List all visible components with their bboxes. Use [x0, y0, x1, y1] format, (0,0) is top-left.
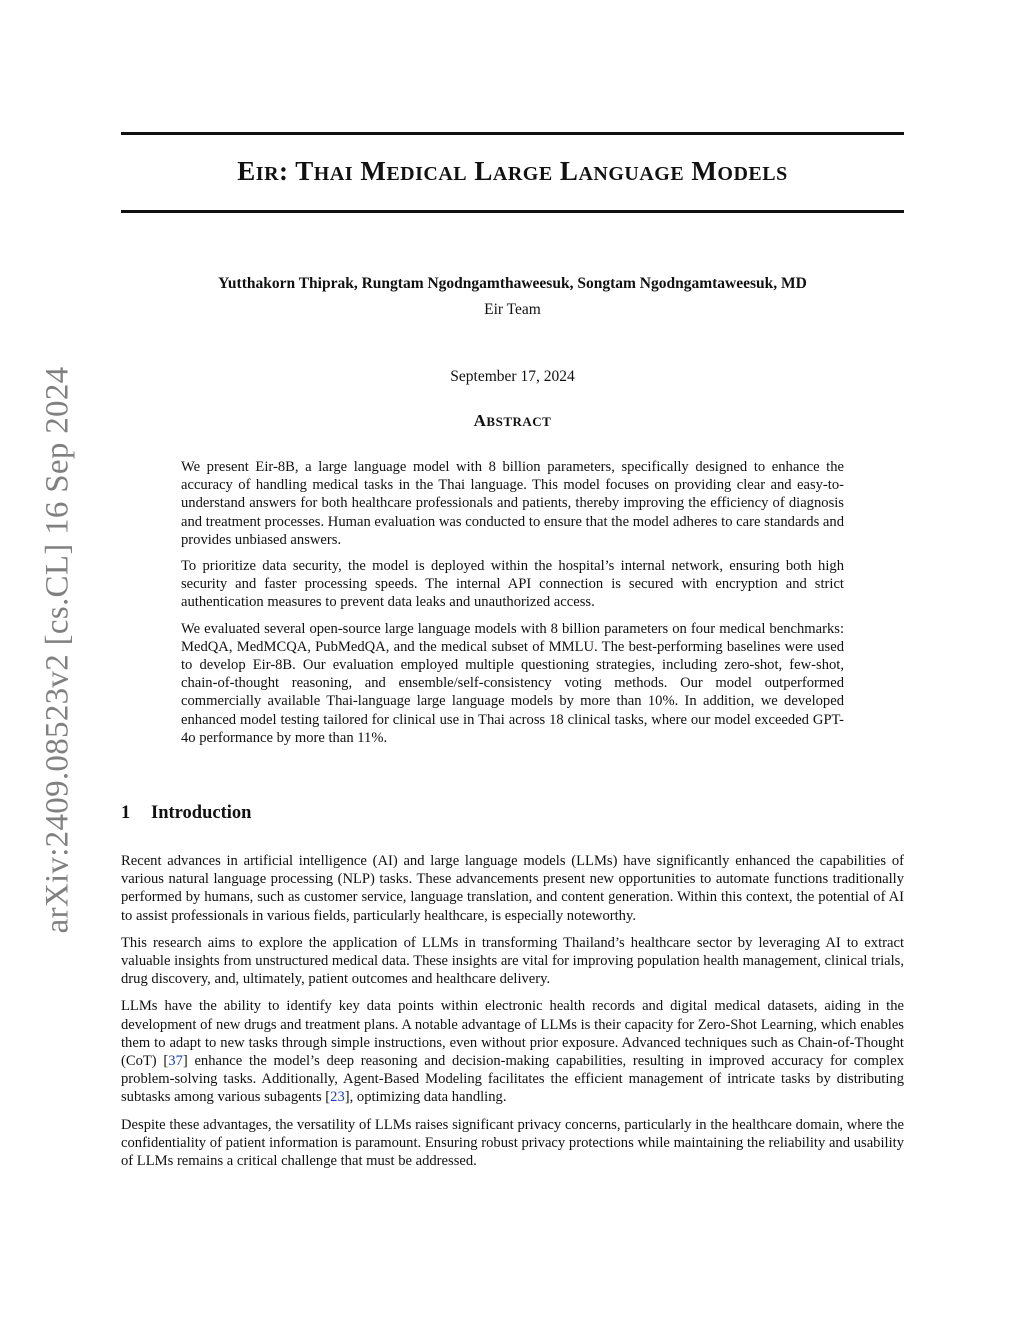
title-part: MODELS: [684, 156, 788, 186]
title-part: : THAI: [279, 156, 354, 186]
title-rule-bottom: [121, 210, 904, 213]
abstract-paragraph: We present Eir-8B, a large language model with 8 billion parameters, specifically designed to enhance the accuracy of handling medical tasks in the Thai language. This model focuses on providing clear and easy-to-understand answers for both healthcare professionals and patients, thereby improving the efficiency of diagnosis and treatment processes. Human evaluation was conducted to ensure that the model adheres to care standards and provides unbiased answers.: [181, 459, 844, 548]
title-part: EIR: [237, 156, 280, 186]
introduction-body: [121, 852, 904, 1179]
body-paragraph: Recent advances in artificial intelligence (AI) and large language models (LLMs) have significantly enhanced the capabilities of various natural language processing (NLP) tasks. These advancements present new opportunities to automate functions traditionally performed by humans, such as customer service, language translation, and content generation. Within this context, the potential of AI to assist professionals in various fields, particularly healthcare, is especially noteworthy.: [121, 853, 904, 924]
title-part: LARGE: [467, 156, 553, 186]
citation-link[interactable]: 37: [168, 1053, 183, 1070]
author-list: Yutthakorn Thiprak, Rungtam Ngodngamthaweesuk, Songtam Ngodngamtaweesuk, MD: [218, 275, 807, 292]
title-rule-top: [121, 132, 904, 135]
abstract-paragraph: We evaluated several open-source large language models with 8 billion parameters on four medical benchmarks: MedQA, MedMCQA, PubMedQA, and the medical subset of MMLU. The best-performing baselines were used to develop Eir-8B. Our evaluation employed multiple questioning strategies, including zero-shot, few-shot, chain-of-thought reasoning, and ensemble/self-consistency voting methods. Our model outperformed commercially available Thai-language large language models by more than 10%. In addition, we developed enhanced model testing tailored for clinical use in Thai across 18 clinical tasks, where our model exceeded GPT-4o performance by more than 11%.: [181, 620, 844, 746]
body-paragraph: Despite these advantages, the versatility of LLMs raises significant privacy concerns, particularly in the healthcare domain, where the confidentiality of patient information is paramount. Ensuring robust privacy protections while maintaining the reliability and usability of LLMs remains a critical challenge that must be addressed.: [121, 1116, 904, 1170]
body-paragraph: LLMs have the ability to identify key data points within electronic health records and digital medical datasets, aiding in the development of new drugs and treatment plans. A notable advantage of LLMs is their capacity for Zero-Shot Learning, which enables them to adapt to new tasks through simple instructions, even without prior exposure. Advanced techniques such as Chain-of-Thought (CoT) [37] enhance the model’s deep reasoning and decision-making capabilities, resulting in improved accuracy for complex problem-solving tasks. Additionally, Agent-Based Modeling facilitates the efficient management of intricate tasks by distributing subtasks among various subagents [23], optimizing data handling.: [121, 998, 904, 1106]
arxiv-identifier: arXiv:2409.08523v2 [cs.CL] 16 Sep 2024: [39, 366, 76, 934]
body-paragraph: This research aims to explore the application of LLMs in transforming Thailand’s healthcare sector by leveraging AI to extract valuable insights from unstructured medical data. These insights are vital for improving population health management, clinical trials, drug discovery, and, ultimately, patient outcomes and healthcare delivery.: [121, 934, 904, 988]
paper-title: [121, 156, 904, 187]
abstract-heading: ABSTRACT: [473, 411, 552, 430]
affiliation: Eir Team: [484, 301, 541, 318]
title-part: MEDICAL: [353, 156, 468, 186]
abstract-paragraph: To prioritize data security, the model is deployed within the hospital’s internal network, ensuring both high security and faster processing speeds. The internal API connection is secured with encryption and strict authentication measures to prevent data leaks and unauthorized access.: [181, 558, 844, 611]
title-part: LANGUAGE: [552, 156, 685, 186]
citation-link[interactable]: 23: [330, 1089, 345, 1106]
section-heading-introduction: 1 Introduction: [121, 803, 252, 823]
publication-date: September 17, 2024: [450, 368, 575, 385]
abstract-body: [181, 458, 844, 755]
